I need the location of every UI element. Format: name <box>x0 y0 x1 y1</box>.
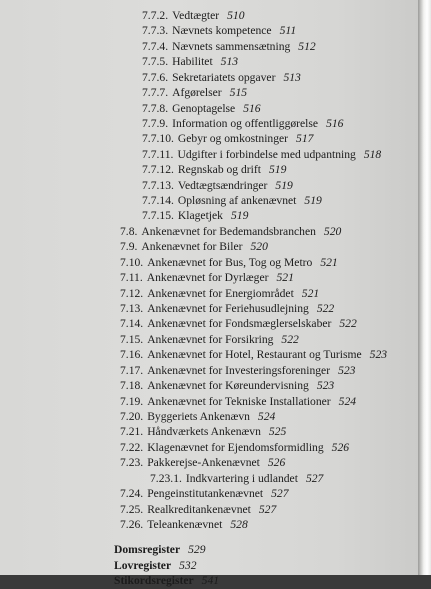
toc-entry-title: Ankenævnet for Forsikring <box>147 332 274 346</box>
toc-entry <box>0 8 418 23</box>
toc-entry-title: Vedtægtsændringer <box>177 178 268 192</box>
toc-entry-page: 521 <box>276 271 294 285</box>
toc-entry-page: 524 <box>257 409 276 423</box>
toc-entry-page: 526 <box>331 440 350 454</box>
toc-entry <box>0 332 418 347</box>
toc-entry-title: Ankenævnet for Biler <box>141 240 243 254</box>
toc-entry <box>0 347 418 362</box>
toc-entry <box>0 486 418 501</box>
toc-entry-number: 7.12. <box>120 286 144 300</box>
toc-entry-title: Habilitet <box>172 55 213 69</box>
toc-entry-title: Regnskab og drift <box>177 163 261 177</box>
toc-entry <box>0 471 418 486</box>
toc-entry-number: 7.7.9. <box>142 116 169 130</box>
register-page: 532 <box>179 558 197 572</box>
register-entry <box>0 573 418 588</box>
toc-entry-number: 7.7.3. <box>142 24 169 38</box>
toc-entry-title: Udgifter i forbindelse med udpantning <box>177 147 356 161</box>
toc-entry-title: Realkreditankenævnet <box>147 502 251 516</box>
register-page: 541 <box>201 574 220 588</box>
toc-entry-title: Ankenævnet for Tekniske Installationer <box>147 394 331 408</box>
toc-entry-number: 7.24. <box>120 487 144 501</box>
toc-entry-title: Ankenævnet for Hotel, Restaurant og Turisme <box>147 348 362 362</box>
toc-entry-page: 527 <box>258 502 277 516</box>
toc-entry-title: Klagetjek <box>177 209 223 223</box>
toc-entry-number: 7.7.14. <box>142 194 174 208</box>
toc-entry-title: Ankenævnet for Feriehusudlejning <box>147 302 309 316</box>
toc-entry-page: 518 <box>363 147 382 161</box>
toc-entry-page: 511 <box>279 24 297 38</box>
toc-entry-number: 7.14. <box>120 317 144 331</box>
toc-entry-page: 522 <box>339 317 357 331</box>
toc-entry-title: Nævnets sammensætning <box>172 39 291 53</box>
toc-entry <box>0 316 418 331</box>
register-title: Stikordsregister <box>114 574 194 588</box>
register-title: Domsregister <box>114 543 181 557</box>
toc-entry-number: 7.25. <box>120 502 144 516</box>
toc-entry-page: 524 <box>338 394 357 408</box>
toc-entry-title: Pengeinstitutankenævnet <box>147 487 264 501</box>
toc-entry-title: Pakkerejse-Ankenævnet <box>147 456 260 470</box>
register-entry <box>0 558 418 573</box>
toc-entry-title: Håndværkets Ankenævn <box>147 425 261 439</box>
toc-entry <box>0 239 418 254</box>
toc-entry-page: 523 <box>338 363 356 377</box>
toc-entry-number: 7.20. <box>120 409 144 423</box>
toc-entry-page: 525 <box>268 425 287 439</box>
cut-off-text-fragment <box>108 0 168 4</box>
toc-entry-number: 7.26. <box>120 517 144 531</box>
toc-entry-number: 7.7.15. <box>142 209 174 223</box>
toc-entry-number: 7.18. <box>120 379 144 393</box>
toc-entry <box>0 255 418 270</box>
toc-entry <box>0 270 418 285</box>
toc-entry-number: 7.16. <box>120 348 144 362</box>
toc-entry <box>0 116 418 131</box>
toc-entry-title: Ankenævnet for Bedemandsbranchen <box>141 224 316 238</box>
toc-entry-title: Nævnets kompetence <box>172 24 272 38</box>
toc-entry-number: 7.7.2. <box>142 9 169 22</box>
toc-entry-number: 7.22. <box>120 440 144 454</box>
register-title: Lovregister <box>114 558 172 572</box>
toc-entry <box>0 363 418 378</box>
toc-entry-title: Vedtægter <box>172 9 220 22</box>
toc-entry-number: 7.7.4. <box>142 39 169 53</box>
toc-entry-number: 7.23.1. <box>150 471 182 485</box>
toc-entry-page: 521 <box>301 286 320 300</box>
toc-entry <box>0 394 418 409</box>
toc-entry-page: 523 <box>316 379 335 393</box>
toc-entry <box>0 286 418 301</box>
toc-entry-number: 7.8. <box>120 224 138 238</box>
toc-entry-number: 7.17. <box>120 363 144 377</box>
book-page-edge <box>418 0 431 575</box>
toc-entry-page: 513 <box>220 55 239 69</box>
toc-entry-page: 516 <box>326 116 344 130</box>
toc-entry-title: Ankenævnet for Bus, Tog og Metro <box>147 255 313 269</box>
toc-entry-number: 7.7.10. <box>142 132 174 146</box>
toc-entry-title: Ankenævnet for Energiområdet <box>147 286 294 300</box>
toc-entry-page: 510 <box>227 9 245 22</box>
toc-entry <box>0 208 418 223</box>
toc-entry <box>0 54 418 69</box>
toc-entry <box>0 409 418 424</box>
toc-entry-page: 523 <box>369 348 388 362</box>
toc-entry-number: 7.19. <box>120 394 144 408</box>
toc-entry-title: Ankenævnet for Dyrlæger <box>146 271 269 285</box>
toc-entry-number: 7.7.12. <box>142 163 174 177</box>
table-of-contents <box>0 8 418 589</box>
toc-entry <box>0 517 418 532</box>
toc-entry-title: Ankenævnet for Køreundervisning <box>147 379 309 393</box>
toc-entry-title: Indkvartering i udlandet <box>185 471 298 485</box>
toc-entry-number: 7.15. <box>120 332 144 346</box>
toc-entry-number: 7.11. <box>120 271 143 285</box>
toc-entry-title: Klagenævnet for Ejendomsformidling <box>147 440 324 454</box>
toc-entry <box>0 101 418 116</box>
toc-entry-page: 528 <box>230 517 248 531</box>
toc-entry-number: 7.7.11. <box>142 147 174 161</box>
toc-entry-page: 515 <box>229 86 248 100</box>
toc-entry-page: 522 <box>316 302 335 316</box>
toc-entry-title: Gebyr og omkostninger <box>177 132 289 146</box>
toc-entry-page: 512 <box>298 39 316 53</box>
toc-entry-page: 519 <box>275 178 293 192</box>
toc-entry-number: 7.7.13. <box>142 178 174 192</box>
section-gap <box>0 532 418 542</box>
toc-entry-number: 7.9. <box>120 240 138 254</box>
toc-entry-number: 7.7.6. <box>142 70 169 84</box>
toc-entry-page: 517 <box>296 132 314 146</box>
toc-entry <box>0 85 418 100</box>
toc-entry-page: 513 <box>283 70 301 84</box>
toc-entry-title: Sekretariatets opgaver <box>172 70 276 84</box>
toc-entry-page: 519 <box>268 163 287 177</box>
toc-entry-title: Ankenævnet for Investeringsforeninger <box>147 363 331 377</box>
toc-entry-number: 7.7.8. <box>142 101 169 115</box>
toc-entry-title: Byggeriets Ankenævn <box>147 409 250 423</box>
toc-entry-number: 7.7.7. <box>142 86 169 100</box>
register-entry <box>0 542 418 557</box>
toc-entry-number: 7.10. <box>120 255 144 269</box>
toc-entry-page: 519 <box>304 194 322 208</box>
toc-entry-title: Opløsning af ankenævnet <box>177 194 297 208</box>
toc-entry <box>0 178 418 193</box>
toc-entry-title: Afgørelser <box>172 86 222 100</box>
toc-entry <box>0 440 418 455</box>
toc-entry <box>0 162 418 177</box>
toc-entry <box>0 70 418 85</box>
toc-entry <box>0 378 418 393</box>
toc-entry-number: 7.13. <box>120 302 144 316</box>
toc-entry-page: 527 <box>271 487 289 501</box>
toc-entry-page: 527 <box>305 471 324 485</box>
toc-entry <box>0 147 418 162</box>
toc-entry <box>0 424 418 439</box>
toc-entry-page: 519 <box>230 209 249 223</box>
toc-entry-title: Teleankenævnet <box>147 517 223 531</box>
toc-entry <box>0 301 418 316</box>
toc-entry <box>0 502 418 517</box>
toc-entry <box>0 193 418 208</box>
toc-entry-title: Genoptagelse <box>172 101 236 115</box>
toc-entry-number: 7.7.5. <box>142 55 169 69</box>
toc-entry-page: 520 <box>323 224 342 238</box>
register-page: 529 <box>188 543 206 557</box>
toc-entry-number: 7.23. <box>120 456 144 470</box>
toc-entry-title: Ankenævnet for Fondsmæglerselskaber <box>147 317 332 331</box>
toc-entry <box>0 455 418 470</box>
toc-entry <box>0 224 418 239</box>
toc-entry <box>0 23 418 38</box>
toc-entry-title: Information og offentliggørelse <box>172 116 319 130</box>
toc-entry-page: 526 <box>267 456 286 470</box>
toc-entry-page: 521 <box>320 255 338 269</box>
toc-entry-page: 520 <box>250 240 268 254</box>
toc-entry <box>0 39 418 54</box>
toc-entry <box>0 131 418 146</box>
toc-entry-page: 522 <box>281 332 299 346</box>
toc-entry-number: 7.21. <box>120 425 144 439</box>
toc-entry-page: 516 <box>243 101 261 115</box>
